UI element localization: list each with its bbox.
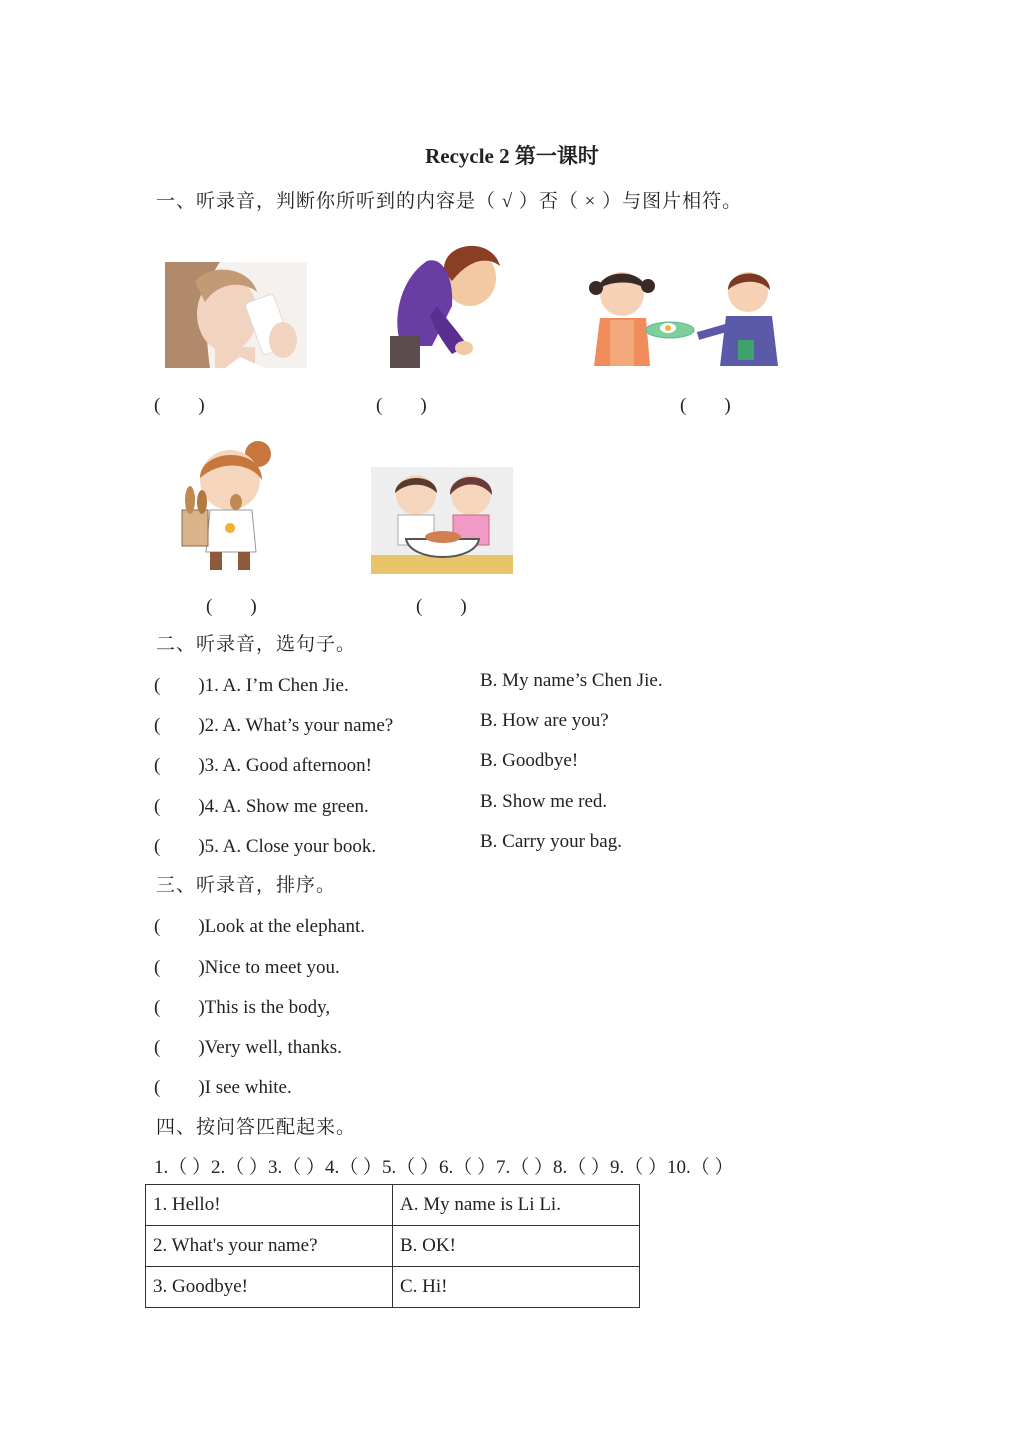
question-cell: 3. Goodbye! <box>146 1267 393 1308</box>
question-4-option-a[interactable]: ( )4. A. Show me green. <box>154 796 369 817</box>
section3-heading: 三、听录音，排序。 <box>156 875 337 896</box>
question-cell: 2. What's your name? <box>146 1226 393 1267</box>
table-row <box>146 1226 640 1267</box>
order-item-2[interactable]: ( )Nice to meet you. <box>154 957 340 978</box>
judge-blank-5[interactable]: ( ) <box>416 596 467 617</box>
page-title: Recycle 2 第一课时 <box>425 144 599 168</box>
order-item-5[interactable]: ( )I see white. <box>154 1077 292 1098</box>
judge-blank-3[interactable]: ( ) <box>680 395 731 416</box>
question-cell: 1. Hello! <box>146 1185 393 1226</box>
answer-cell: A. My name is Li Li. <box>393 1185 640 1226</box>
question-1-option-a[interactable]: ( )1. A. I’m Chen Jie. <box>154 675 349 696</box>
question-1-option-b: B. My name’s Chen Jie. <box>480 670 663 691</box>
question-5-option-b: B. Carry your bag. <box>480 831 622 852</box>
match-answer-line[interactable]: 1.（ ）2.（ ）3.（ ）4.（ ）5.（ ）6.（ ）7.（ ）8.（ ）9.（ ）10.（ ） <box>154 1157 734 1178</box>
judge-blank-2[interactable]: ( ) <box>376 395 427 416</box>
answer-cell: B. OK! <box>393 1226 640 1267</box>
woman-drinking-milk-image <box>165 262 307 368</box>
answer-cell: C. Hi! <box>393 1267 640 1308</box>
table-row <box>146 1267 640 1308</box>
order-item-3[interactable]: ( )This is the body, <box>154 997 331 1018</box>
question-5-option-a[interactable]: ( )5. A. Close your book. <box>154 836 377 857</box>
question-2-option-b: B. How are you? <box>480 710 609 731</box>
judge-blank-1[interactable]: ( ) <box>154 395 205 416</box>
girl-offering-egg-image <box>588 268 786 368</box>
section2-heading: 二、听录音，选句子。 <box>156 634 357 655</box>
boy-bowing-image <box>382 236 504 368</box>
order-item-4[interactable]: ( )Very well, thanks. <box>154 1037 342 1058</box>
section1-heading: 一、听录音，判断你所听到的内容是（ √ ）否（ × ）与图片相符。 <box>156 191 743 212</box>
order-item-1[interactable]: ( )Look at the elephant. <box>154 916 366 937</box>
match-table <box>145 1184 640 1308</box>
girl-eating-bread-image <box>180 440 275 572</box>
question-2-option-a[interactable]: ( )2. A. What’s your name? <box>154 715 394 736</box>
question-3-option-a[interactable]: ( )3. A. Good afternoon! <box>154 755 372 776</box>
section4-heading: 四、按问答匹配起来。 <box>156 1117 357 1138</box>
table-row <box>146 1185 640 1226</box>
judge-blank-4[interactable]: ( ) <box>206 596 257 617</box>
question-4-option-b: B. Show me red. <box>480 791 608 812</box>
children-eating-fish-image <box>371 467 513 574</box>
question-3-option-b: B. Goodbye! <box>480 750 579 771</box>
